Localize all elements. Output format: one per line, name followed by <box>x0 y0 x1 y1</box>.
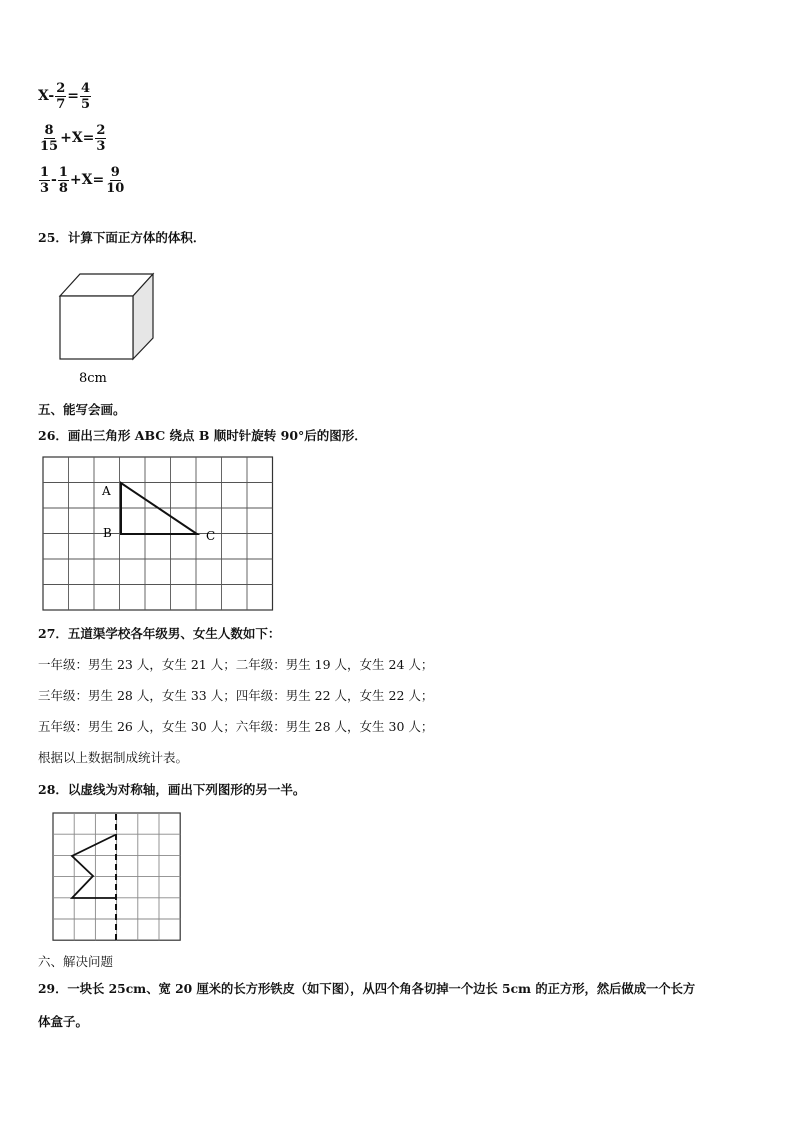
fraction-denominator: 3 <box>96 138 106 154</box>
q29-line-1: 29．一块长 25cm、宽 20 厘米的长方形铁皮（如下图），从四个角各切掉一个边长 5cm 的正方形，然后做成一个长方 <box>38 981 696 996</box>
q27-row-3: 五年级：男生 26 人，女生 30 人；六年级：男生 28 人，女生 30 人； <box>38 719 434 734</box>
equation-symbol: - <box>51 172 57 188</box>
cube-figure <box>55 268 165 388</box>
fraction-denominator: 7 <box>56 96 66 112</box>
triangle-abc <box>121 483 197 534</box>
fraction <box>39 165 50 196</box>
q27-row-1: 一年级：男生 23 人，女生 21 人；二年级：男生 19 人，女生 24 人； <box>38 657 434 672</box>
q27-row-2: 三年级：男生 28 人，女生 33 人；四年级：男生 22 人，女生 22 人； <box>38 688 434 703</box>
fraction <box>80 81 91 112</box>
equation-2 <box>38 120 107 156</box>
q29-line-2: 体盒子。 <box>38 1014 89 1029</box>
q27-intro: 27．五道渠学校各年级男、女生人数如下： <box>38 626 281 641</box>
fraction <box>58 165 69 196</box>
cube-front-face <box>60 296 133 359</box>
section-5-heading: 五、能写会画。 <box>38 402 126 417</box>
rotation-grid <box>42 456 276 613</box>
equation-1 <box>38 78 92 114</box>
fraction-denominator: 10 <box>106 180 125 196</box>
fraction-numerator: 4 <box>80 80 91 96</box>
fraction-numerator: 1 <box>58 164 68 180</box>
half-shape <box>72 835 115 898</box>
fraction <box>55 81 66 112</box>
fraction-numerator: 9 <box>110 164 120 180</box>
equation-3 <box>38 162 126 198</box>
q27-outro: 根据以上数据制成统计表。 <box>38 750 189 765</box>
fraction-denominator: 15 <box>40 138 59 154</box>
fraction-denominator: 8 <box>58 180 68 196</box>
fraction-denominator: 5 <box>80 96 91 112</box>
symmetry-grid <box>52 812 182 942</box>
fraction-numerator: 1 <box>40 164 50 180</box>
q28-text: 28．以虚线为对称轴，画出下列图形的另一半。 <box>38 782 306 797</box>
fraction-denominator: 3 <box>40 180 50 196</box>
q26-text: 26．画出三角形 ABC 绕点 B 顺时针旋转 90°后的图形． <box>38 428 367 443</box>
section-6-heading: 六、解决问题 <box>38 954 114 969</box>
fraction-numerator: 8 <box>44 122 54 138</box>
equation-symbol: +X= <box>69 172 105 188</box>
point-a-label: A <box>102 484 111 498</box>
equation-symbol: X- <box>38 88 55 104</box>
point-c-label: C <box>206 529 216 543</box>
equation-symbol: = <box>67 88 79 104</box>
point-b-label: B <box>103 526 112 540</box>
q25-text: 25．计算下面正方体的体积． <box>38 230 206 245</box>
fraction-numerator: 2 <box>56 80 66 96</box>
fraction <box>95 123 106 154</box>
fraction-numerator: 2 <box>96 122 106 138</box>
cube-label: 8cm <box>79 371 107 386</box>
fraction <box>39 123 59 154</box>
fraction <box>105 165 125 196</box>
equation-symbol: +X= <box>60 130 95 146</box>
